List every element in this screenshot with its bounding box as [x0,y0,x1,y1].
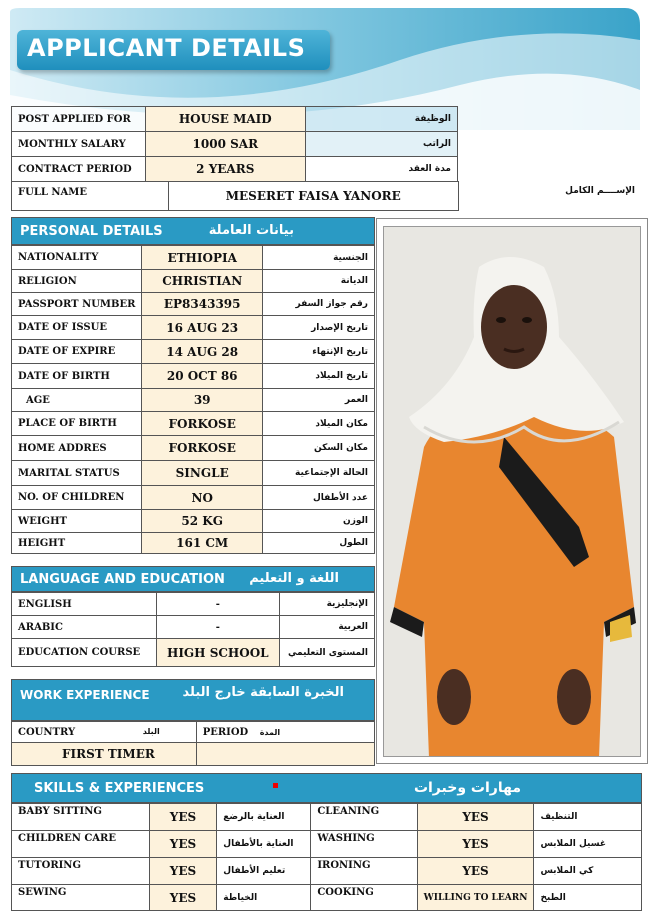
period-label: PERIOD [202,726,249,738]
personal-title-ar: بيانات العاملة [208,223,294,238]
work-title-en: WORK EXPERIENCE [20,688,150,702]
skill-value: YES [149,858,217,885]
personal-ar: الجنسية [262,246,374,270]
top-info-table [11,106,458,182]
skill-ar: الطبخ [534,885,642,911]
skills-title-ar: مهارات وخبرات [413,780,521,796]
page-title: APPLICANT DETAILS [17,30,330,70]
country-cell [12,722,197,743]
table-row [12,107,458,132]
skill-label: WASHING [311,831,417,858]
work-table [11,721,375,766]
language-value: - [156,616,280,639]
skill-ar: العناية بالرضع [217,804,311,831]
personal-label: NATIONALITY [12,246,142,270]
skill-value: YES [417,804,534,831]
personal-value: 20 OCT 86 [142,364,263,389]
period-cell [196,722,374,743]
personal-ar: الديانة [262,270,374,293]
personal-label: DATE OF BIRTH [12,364,142,389]
fullname-ar: الإســــم الكامل [565,185,635,196]
language-header [11,566,375,592]
personal-label: PASSPORT NUMBER [12,293,142,316]
table-row [12,722,375,743]
table-row [12,461,375,486]
personal-value: NO [142,486,263,510]
salary-value: 1000 SAR [145,132,305,157]
fullname-table [11,181,641,211]
personal-ar: عدد الأطفال [262,486,374,510]
skill-label: COOKING [311,885,417,911]
personal-value: 161 CM [142,533,263,554]
work-period-value [196,743,374,766]
language-ar: المستوى التعليمي [280,639,375,667]
personal-value: EP8343395 [142,293,263,316]
contract-value: 2 YEARS [145,157,305,182]
personal-value: FORKOSE [142,436,263,461]
personal-ar: العمر [262,389,374,412]
personal-label: WEIGHT [12,510,142,533]
country-ar: البلد [142,726,160,736]
skill-value: YES [149,804,217,831]
personal-ar: الوزن [262,510,374,533]
contract-ar: مدة العقد [305,157,457,182]
work-header [11,679,375,721]
skill-label: IRONING [311,858,417,885]
period-ar: المدة [259,727,281,737]
personal-label: MARITAL STATUS [12,461,142,486]
personal-ar: مكان الميلاد [262,412,374,436]
personal-label: DATE OF EXPIRE [12,340,142,364]
personal-value: 39 [142,389,263,412]
language-label: ENGLISH [12,593,157,616]
skill-value: YES [149,885,217,911]
skill-ar: تعليم الأطفال [217,858,311,885]
table-row [12,436,375,461]
personal-ar: تاريخ الإصدار [262,316,374,340]
personal-ar: الطول [262,533,374,554]
skill-value: YES [149,831,217,858]
skill-value: YES [417,831,534,858]
skill-label: SEWING [12,885,150,911]
table-row [12,804,642,831]
country-label: COUNTRY [18,726,76,738]
language-label: EDUCATION COURSE [12,639,157,667]
table-row [12,858,642,885]
personal-title-en: PERSONAL DETAILS [20,224,163,239]
table-row [12,246,375,270]
table-row [12,182,642,211]
language-ar: الإنجليزية [280,593,375,616]
table-row [12,340,375,364]
post-value: HOUSE MAID [145,107,305,132]
table-row [12,157,458,182]
table-row [12,831,642,858]
table-row [12,510,375,533]
table-row [12,412,375,436]
table-row [12,316,375,340]
skills-title-en: SKILLS & EXPERIENCES [34,781,205,796]
language-value: - [156,593,280,616]
table-row [12,885,642,911]
post-label: POST APPLIED FOR [12,107,146,132]
table-row [12,593,375,616]
personal-value: SINGLE [142,461,263,486]
personal-value: FORKOSE [142,412,263,436]
skill-ar: كي الملابس [534,858,642,885]
skill-label: CLEANING [311,804,417,831]
contract-label: CONTRACT PERIOD [12,157,146,182]
table-row [12,389,375,412]
table-row [12,132,458,157]
skill-ar: غسيل الملابس [534,831,642,858]
language-ar: العربية [280,616,375,639]
skill-label: TUTORING [12,858,150,885]
table-row [12,639,375,667]
post-ar: الوظيفة [305,107,457,132]
personal-label: PLACE OF BIRTH [12,412,142,436]
work-value: FIRST TIMER [12,743,197,766]
skill-label: BABY SITTING [12,804,150,831]
table-row [12,486,375,510]
language-table [11,592,375,667]
personal-value: 16 AUG 23 [142,316,263,340]
skill-value: YES [417,858,534,885]
table-row [12,293,375,316]
work-title-ar: الخبرة السابقة خارج البلد [182,685,344,700]
table-row [12,743,375,766]
personal-ar: رقم جواز السفر [262,293,374,316]
red-dot-icon [273,783,278,788]
language-title-ar: اللغة و التعليم [249,571,339,586]
personal-value: ETHIOPIA [142,246,263,270]
applicant-photo [383,226,641,757]
skill-label: CHILDREN CARE [12,831,150,858]
personal-table [11,245,375,554]
skill-value: WILLING TO LEARN [417,885,534,911]
personal-value: CHRISTIAN [142,270,263,293]
personal-label: AGE [12,389,142,412]
personal-value: 52 KG [142,510,263,533]
table-row [12,364,375,389]
personal-ar: الحالة الإجتماعية [262,461,374,486]
table-row [12,533,375,554]
language-title-en: LANGUAGE AND EDUCATION [20,572,225,587]
table-row [12,616,375,639]
fullname-label: FULL NAME [12,182,169,211]
personal-label: NO. OF CHILDREN [12,486,142,510]
table-row [12,270,375,293]
fullname-value: MESERET FAISA YANORE [168,182,458,211]
language-label: ARABIC [12,616,157,639]
personal-ar: تاريخ الميلاد [262,364,374,389]
personal-label: HEIGHT [12,533,142,554]
language-value: HIGH SCHOOL [156,639,280,667]
skill-ar: الخياطة [217,885,311,911]
personal-ar: مكان السكن [262,436,374,461]
salary-ar: الراتب [305,132,457,157]
personal-ar: تاريخ الإنتهاء [262,340,374,364]
salary-label: MONTHLY SALARY [12,132,146,157]
skills-header [11,773,642,803]
skill-ar: التنظيف [534,804,642,831]
personal-label: RELIGION [12,270,142,293]
personal-label: HOME ADDRES [12,436,142,461]
skill-ar: العناية بالأطفال [217,831,311,858]
personal-label: DATE OF ISSUE [12,316,142,340]
personal-value: 14 AUG 28 [142,340,263,364]
personal-header [11,217,375,245]
skills-table [11,803,642,911]
